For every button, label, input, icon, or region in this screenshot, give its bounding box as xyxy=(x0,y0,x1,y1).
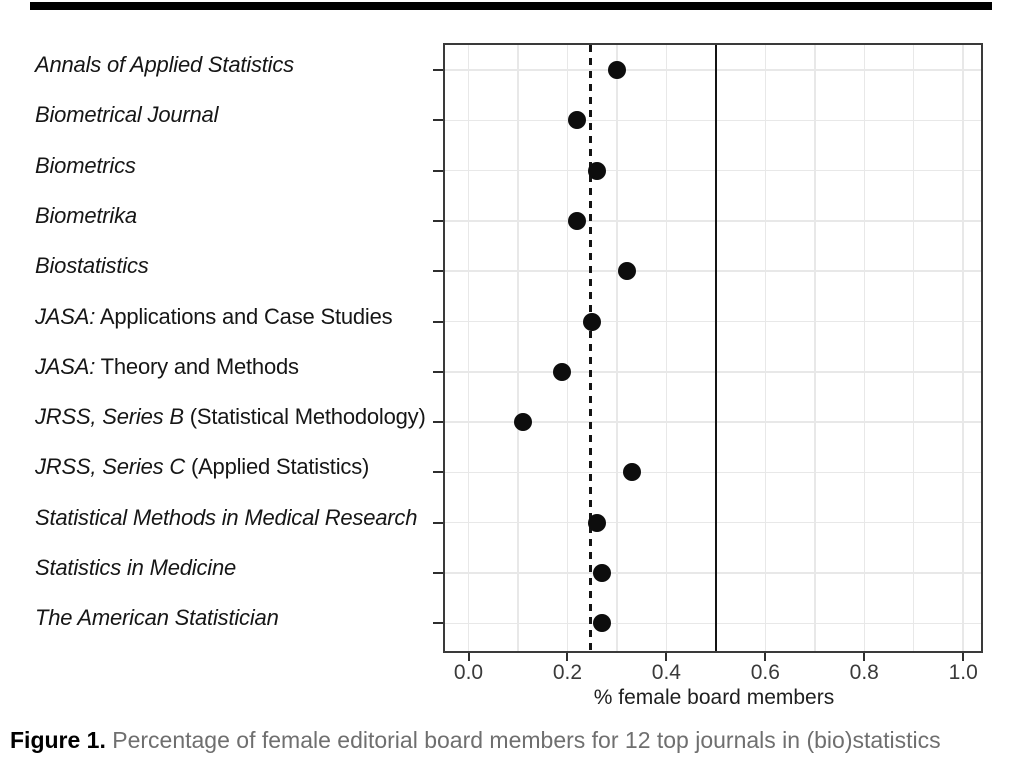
journal-label xyxy=(35,454,369,480)
x-axis-tick xyxy=(566,653,568,661)
journal-label-part: (Applied Statistics) xyxy=(185,454,370,480)
x-tick-label: 0.2 xyxy=(552,661,583,684)
y-axis-tick xyxy=(433,321,443,323)
y-axis-tick xyxy=(433,220,443,222)
journal-label-part: Annals of Applied Statistics xyxy=(35,52,294,77)
data-point xyxy=(583,313,601,331)
x-tick-label: 0.8 xyxy=(849,661,879,684)
journal-label-part: Statistics in Medicine xyxy=(35,555,237,580)
y-axis-tick xyxy=(433,371,443,373)
journal-label xyxy=(35,605,279,631)
grid-line-vertical xyxy=(616,45,618,651)
journal-label-part: JRSS, Series B xyxy=(35,404,184,430)
mean-dashed-line xyxy=(589,45,592,651)
top-rule xyxy=(30,2,992,10)
data-point xyxy=(588,162,606,180)
journal-label-part: Biometrika xyxy=(35,202,137,228)
grid-line-horizontal xyxy=(445,270,981,272)
journal-label-part: (Statistical Methodology) xyxy=(183,404,426,430)
grid-line-vertical xyxy=(468,45,470,651)
y-axis-tick xyxy=(433,69,443,71)
journal-label xyxy=(35,102,218,128)
x-axis-tick xyxy=(468,653,470,661)
grid-line-horizontal xyxy=(445,69,981,71)
x-axis-tick xyxy=(665,653,667,661)
figure-caption xyxy=(10,727,941,754)
journal-label-part: Statistical Methods in Medical Research xyxy=(35,504,418,530)
journal-label-part: Theory and Methods xyxy=(95,353,299,379)
y-axis-tick xyxy=(433,471,443,473)
journal-label xyxy=(35,505,417,531)
data-point xyxy=(588,514,606,532)
x-tick-label: 0.6 xyxy=(750,661,780,684)
data-point xyxy=(608,61,626,79)
x-axis-tick xyxy=(764,653,766,661)
x-axis-tick xyxy=(863,653,865,661)
journal-label xyxy=(35,304,392,330)
grid-line-vertical xyxy=(567,45,569,651)
journal-label xyxy=(35,52,294,78)
grid-line-horizontal xyxy=(445,472,981,474)
journal-label-part: The American Statistician xyxy=(35,605,279,631)
x-tick-label: 0.0 xyxy=(453,661,484,684)
journal-label xyxy=(35,153,136,179)
grid-line-horizontal xyxy=(445,220,981,222)
journal-label xyxy=(35,354,299,380)
y-axis-tick xyxy=(433,421,443,423)
x-axis-title: % female board members xyxy=(593,686,835,709)
y-axis-tick xyxy=(433,622,443,624)
journal-label-part: JRSS, Series C xyxy=(35,454,186,480)
grid-line-vertical xyxy=(864,45,866,651)
grid-line-vertical xyxy=(913,45,915,651)
grid-line-vertical xyxy=(765,45,767,651)
journal-label xyxy=(35,203,137,229)
y-axis-tick xyxy=(433,270,443,272)
parity-solid-line xyxy=(715,45,718,651)
x-tick-label: 0.4 xyxy=(651,661,681,684)
grid-line-vertical xyxy=(666,45,668,651)
caption-text: Percentage of female editorial board members for 12 top journals in (bio)statistics xyxy=(105,727,941,753)
journal-label xyxy=(35,253,149,279)
grid-line-vertical xyxy=(962,45,964,651)
journal-label xyxy=(35,555,236,581)
journal-label-part: Biometrics xyxy=(35,152,136,178)
y-axis-tick xyxy=(433,119,443,121)
grid-line-horizontal xyxy=(445,371,981,373)
journal-label-part: Biostatistics xyxy=(35,253,149,279)
grid-line-horizontal xyxy=(445,572,981,574)
data-point xyxy=(618,262,636,280)
x-tick-label: 1.0 xyxy=(948,661,978,684)
grid-line-horizontal xyxy=(445,321,981,323)
journal-label-part: Biometrical Journal xyxy=(35,102,219,128)
grid-line-vertical xyxy=(517,45,519,651)
data-point xyxy=(514,413,532,431)
grid-line-horizontal xyxy=(445,522,981,524)
y-axis-tick xyxy=(433,522,443,524)
x-axis-tick xyxy=(962,653,964,661)
plot-panel xyxy=(443,43,983,653)
data-point xyxy=(593,564,611,582)
journal-label xyxy=(35,404,426,430)
grid-line-horizontal xyxy=(445,623,981,625)
journal-label-part: Applications and Case Studies xyxy=(95,303,393,329)
grid-line-horizontal xyxy=(445,170,981,172)
y-axis-tick xyxy=(433,170,443,172)
journal-label-part: JASA: xyxy=(35,353,96,379)
caption-prefix-label: Figure 1. xyxy=(10,727,106,753)
y-axis-tick xyxy=(433,572,443,574)
journal-label-part: JASA: xyxy=(35,303,96,329)
grid-line-horizontal xyxy=(445,120,981,122)
grid-line-vertical xyxy=(814,45,816,651)
